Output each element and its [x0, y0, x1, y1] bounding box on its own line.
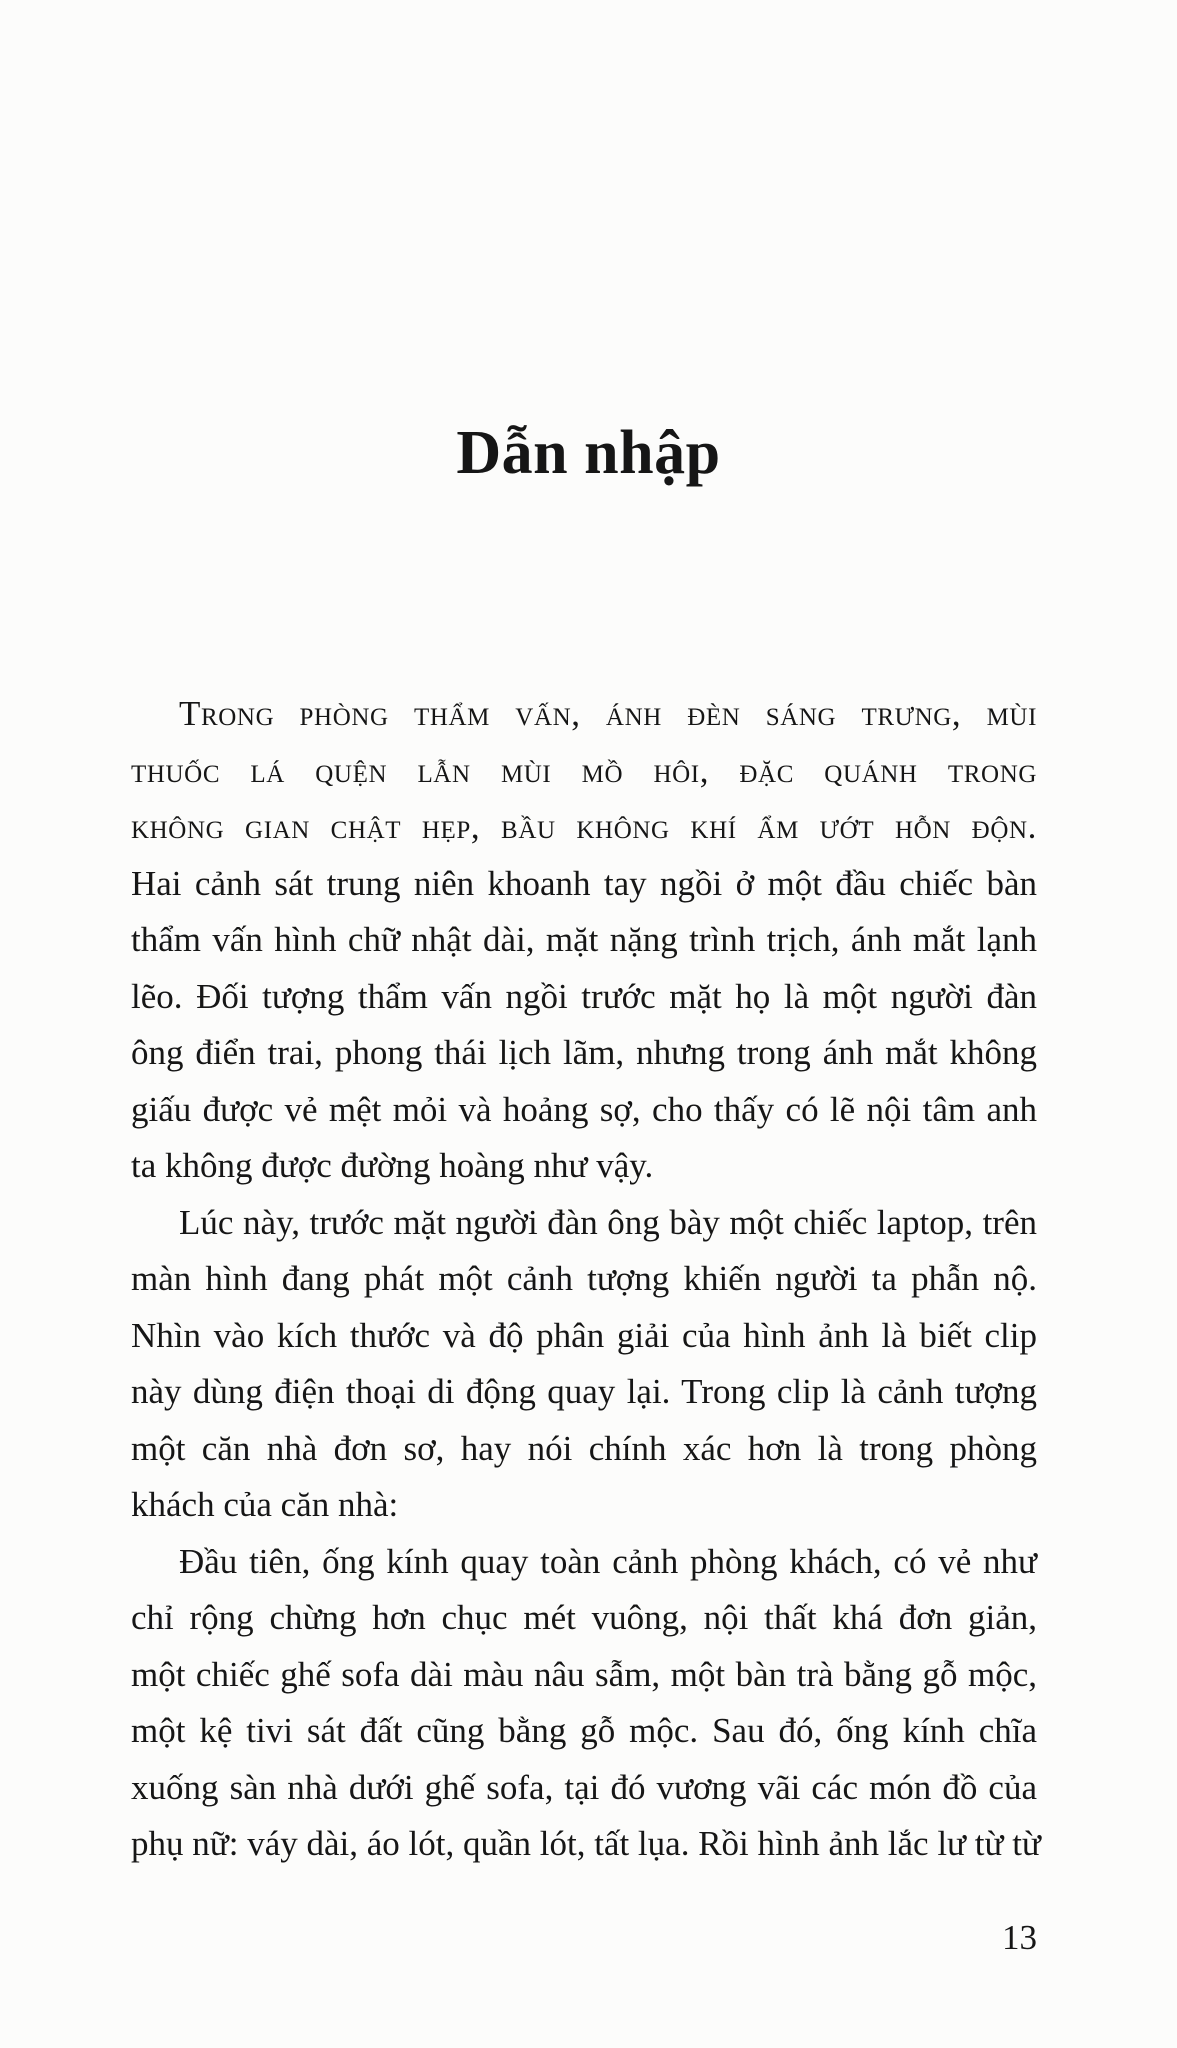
text-line: Lúc này, trước mặt người đàn ông bày một chiếc laptop, trên: [179, 1202, 1037, 1242]
text-line: không gian chật hẹp, bầu không khí ẩm ướt hỗn độn.: [131, 807, 1037, 846]
paragraph: [131, 1195, 1037, 1534]
text-line: Hai cảnh sát trung niên khoanh tay ngồi ở một đầu chiếc bàn: [131, 863, 1037, 903]
paragraph: [131, 1534, 1041, 1873]
text-line: ông điển trai, phong thái lịch lãm, nhưng trong ánh mắt không: [131, 1033, 1037, 1072]
text-line: một kệ tivi sát đất cũng bằng gỗ mộc. Sau đó, ống kính chĩa: [131, 1711, 1037, 1750]
text-line: lẽo. Đối tượng thẩm vấn ngồi trước mặt họ là một người đàn: [131, 976, 1037, 1016]
page-number: 13: [1002, 1918, 1037, 1957]
text-line: xuống sàn nhà dưới ghế sofa, tại đó vương vãi các món đồ của: [131, 1767, 1037, 1807]
text-line: chỉ rộng chừng hơn chục mét vuông, nội thất khá đơn giản,: [131, 1598, 1037, 1637]
text-line: thuốc lá quện lẫn mùi mồ hôi, đặc quánh trong: [131, 750, 1037, 790]
text-line: phụ nữ: váy dài, áo lót, quần lót, tất lụa. Rồi hình ảnh lắc lư từ từ: [131, 1824, 1041, 1863]
chapter-title: Dẫn nhập: [456, 419, 721, 487]
paragraph: [131, 686, 1037, 1195]
body-text: [131, 686, 1041, 1873]
text-line: Trong phòng thẩm vấn, ánh đèn sáng trưng, mùi: [179, 694, 1037, 733]
text-line: một căn nhà đơn sơ, hay nói chính xác hơn là trong phòng: [131, 1428, 1037, 1468]
text-line: màn hình đang phát một cảnh tượng khiến người ta phẫn nộ.: [131, 1259, 1037, 1298]
text-line: ta không được đường hoàng như vậy.: [131, 1146, 654, 1185]
text-line: Nhìn vào kích thước và độ phân giải của hình ảnh là biết clip: [131, 1315, 1037, 1355]
text-line: này dùng điện thoại di động quay lại. Trong clip là cảnh tượng: [131, 1372, 1037, 1411]
text-line: thẩm vấn hình chữ nhật dài, mặt nặng trình trịch, ánh mắt lạnh: [131, 920, 1037, 959]
text-line: giấu được vẻ mệt mỏi và hoảng sợ, cho thấy có lẽ nội tâm anh: [131, 1089, 1037, 1129]
text-line: khách của căn nhà:: [131, 1485, 399, 1524]
text-line: một chiếc ghế sofa dài màu nâu sẫm, một bàn trà bằng gỗ mộc,: [131, 1654, 1037, 1694]
text-line: Đầu tiên, ống kính quay toàn cảnh phòng khách, có vẻ như: [179, 1541, 1037, 1581]
